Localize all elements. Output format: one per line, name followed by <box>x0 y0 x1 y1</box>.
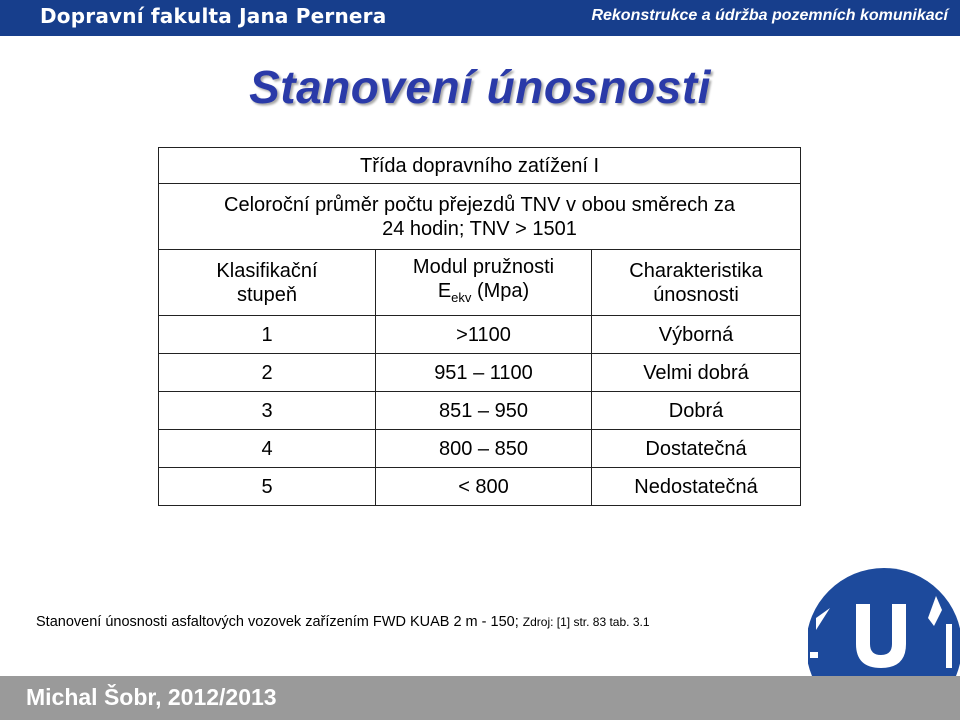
table-row <box>159 468 801 506</box>
course-name: Rekonstrukce a údržba pozemních komunikací <box>591 7 948 24</box>
column-header-grade-line1: Klasifikační <box>216 259 318 282</box>
grade-cell: 2 <box>159 354 376 392</box>
characteristic-cell: Výborná <box>592 316 801 354</box>
modulus-unit: (Mpa) <box>476 280 530 302</box>
characteristic-cell: Dobrá <box>592 392 801 430</box>
footer-bar <box>0 676 960 720</box>
modulus-cell: 951 – 1100 <box>376 354 592 392</box>
load-class-cell: Třída dopravního zatížení I <box>159 148 801 184</box>
university-logo <box>808 560 960 681</box>
table-row <box>159 392 801 430</box>
modulus-cell: >1100 <box>376 316 592 354</box>
column-header-characteristic <box>592 250 801 316</box>
column-header-grade-line2: stupeň <box>236 283 298 306</box>
table-row <box>159 316 801 354</box>
grade-cell: 3 <box>159 392 376 430</box>
column-header-characteristic-line2: únosnosti <box>653 283 739 306</box>
table-row <box>159 354 801 392</box>
grade-cell: 1 <box>159 316 376 354</box>
column-header-modulus <box>376 250 592 316</box>
author-credit: Michal Šobr, 2012/2013 <box>26 684 277 710</box>
grade-cell: 4 <box>159 430 376 468</box>
modulus-symbol: E <box>437 280 452 302</box>
characteristic-cell: Velmi dobrá <box>592 354 801 392</box>
table-row <box>159 430 801 468</box>
footnote-source: Zdroj: [1] str. 83 tab. 3.1 <box>522 615 650 629</box>
traffic-average-line2: 24 hodin; TNV > 1501 <box>382 217 577 240</box>
table-row <box>159 148 801 184</box>
traffic-average-cell <box>159 184 801 250</box>
grade-cell: 5 <box>159 468 376 506</box>
column-header-characteristic-line1: Charakteristika <box>629 259 763 282</box>
modulus-cell: 851 – 950 <box>376 392 592 430</box>
footnote-text: Stanovení únosnosti asfaltových vozovek zařízením FWD KUAB 2 m - 150; <box>36 614 519 630</box>
modulus-cell: 800 – 850 <box>376 430 592 468</box>
table-header-row <box>159 250 801 316</box>
header-bar <box>0 0 960 36</box>
modulus-cell: < 800 <box>376 468 592 506</box>
table-row <box>159 184 801 250</box>
faculty-name: Dopravní fakulta Jana Pernera <box>40 4 387 28</box>
bearing-capacity-table <box>158 147 801 506</box>
traffic-average-line1: Celoroční průměr počtu přejezdů TNV v obou směrech za <box>224 193 735 216</box>
footnote <box>36 614 650 630</box>
column-header-modulus-line1: Modul pružnosti <box>412 256 555 278</box>
modulus-subscript: ekv <box>451 290 472 305</box>
column-header-grade <box>159 250 376 316</box>
characteristic-cell: Dostatečná <box>592 430 801 468</box>
characteristic-cell: Nedostatečná <box>592 468 801 506</box>
slide-title: Stanovení únosnosti <box>249 61 711 113</box>
